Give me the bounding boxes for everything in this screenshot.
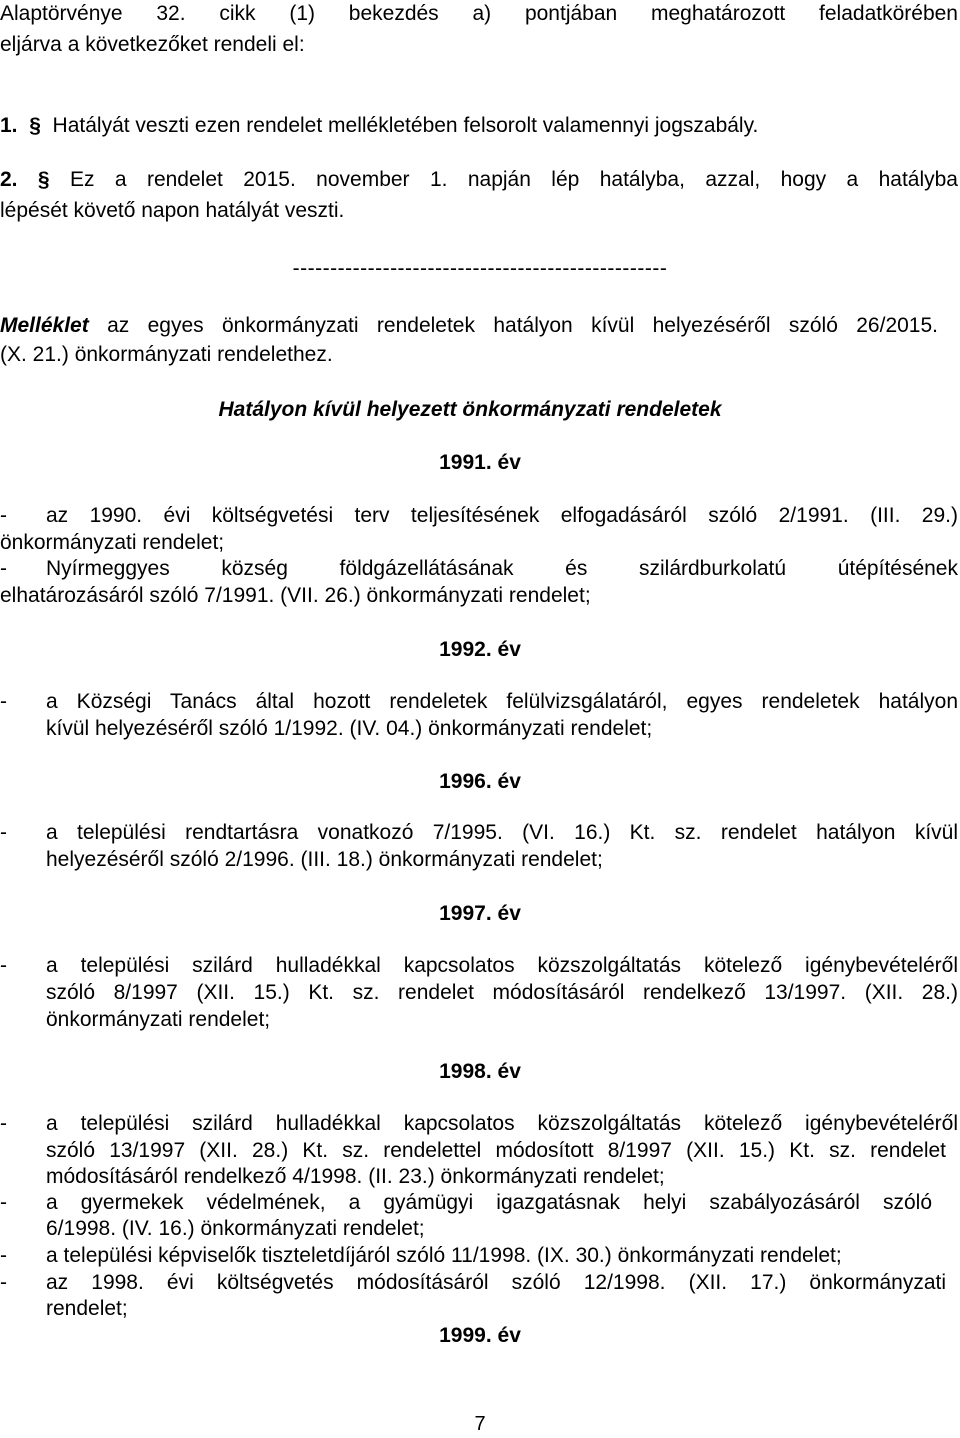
page-number: 7 [474, 1413, 486, 1435]
list-item: - a települési képviselők tiszteletdíjáról szóló 11/1998. (IX. 30.) önkormányzati rendelet; [0, 1244, 842, 1267]
intro-line-1: Alaptörvénye 32. cikk (1) bekezdés a) pontjában meghatározott feladatkörében [0, 2, 958, 25]
bullet-dash: - [0, 821, 7, 844]
list-item: - a települési szilárd hulladékkal kapcsolatos közszolgáltatás kötelező igénybevételéről [0, 954, 958, 977]
list-item: - a Községi Tanács által hozott rendeletek felülvizsgálatáról, egyes rendeletek hatályon [0, 690, 958, 713]
bullet-dash: - [0, 690, 7, 713]
list-item: - a települési rendtartásra vonatkozó 7/1995. (VI. 16.) Kt. sz. rendelet hatályon kívül [0, 821, 958, 844]
list-item-continuation: módosításáról rendelkező 4/1998. (II. 23.) önkormányzati rendelet; [46, 1165, 665, 1188]
annex-label: Melléklet [0, 314, 89, 337]
bullet-dash: - [0, 1112, 7, 1135]
article-number: 1. [0, 114, 18, 137]
intro-line-2: eljárva a következőket rendeli el: [0, 33, 305, 56]
year-heading-1996: 1996. év [439, 770, 521, 793]
bullet-dash: - [0, 557, 7, 580]
year-heading-1991: 1991. év [439, 451, 521, 474]
article-1 [0, 113, 758, 139]
list-item-continuation: szóló 13/1997 (XII. 28.) Kt. sz. rendelettel módosított 8/1997 (XII. 15.) Kt. sz. rendelet [46, 1139, 946, 1162]
year-heading-1997: 1997. év [439, 902, 521, 925]
year-heading-1992: 1992. év [439, 638, 521, 661]
bullet-dash: - [0, 504, 7, 527]
list-item-continuation: rendelet; [46, 1297, 128, 1320]
annex-heading: Hatályon kívül helyezett önkormányzati rendeletek [218, 398, 722, 421]
bullet-dash: - [0, 1271, 7, 1294]
list-item-continuation: szóló 8/1997 (XII. 15.) Kt. sz. rendelet módosításáról rendelkező 13/1997. (XII. 28.) [46, 981, 958, 1004]
list-item-continuation: önkormányzati rendelet; [0, 531, 225, 554]
list-item-continuation: helyezéséről szóló 2/1996. (III. 18.) önkormányzati rendelet; [46, 848, 603, 871]
paragraph-sign: § [37, 168, 50, 191]
list-item: - a települési szilárd hulladékkal kapcsolatos közszolgáltatás kötelező igénybevételéről [0, 1112, 958, 1135]
bullet-dash: - [0, 1244, 7, 1267]
article-text: Hatályát veszti ezen rendelet mellékletében felsorolt valamennyi jogszabály. [52, 114, 759, 137]
annex-text: az egyes önkormányzati rendeletek hatályon kívül helyezéséről szóló 26/2015. [88, 314, 938, 337]
paragraph-sign: § [29, 114, 41, 137]
article-text: Ez a rendelet 2015. november 1. napján lép hatályba, azzal, hogy a hatályba [69, 168, 958, 191]
list-item-continuation: önkormányzati rendelet; [46, 1008, 271, 1031]
list-item: - az 1998. évi költségvetés módosításáról szóló 12/1998. (XII. 17.) önkormányzati [0, 1271, 946, 1294]
list-item-continuation: elhatározásáról szóló 7/1991. (VII. 26.) önkormányzati rendelet; [0, 584, 591, 607]
article-2-line-1 [0, 167, 958, 193]
bullet-dash: - [0, 1191, 7, 1214]
article-2-line-2: lépését követő napon hatályát veszti. [0, 199, 345, 222]
annex-line-1 [0, 313, 938, 339]
year-heading-1998: 1998. év [439, 1060, 521, 1083]
list-item-continuation: 6/1998. (IV. 16.) önkormányzati rendelet; [46, 1217, 425, 1240]
annex-line-2: (X. 21.) önkormányzati rendelethez. [0, 343, 333, 366]
list-item: - az 1990. évi költségvetési terv teljesítésének elfogadásáról szóló 2/1991. (III. 29.) [0, 504, 958, 527]
list-item-continuation: kívül helyezéséről szóló 1/1992. (IV. 04.) önkormányzati rendelet; [46, 717, 653, 740]
article-number: 2. [0, 168, 18, 191]
year-heading-1999: 1999. év [439, 1324, 521, 1347]
list-item: - Nyírmeggyes község földgázellátásának és szilárdburkolatú útépítésének [0, 557, 958, 580]
bullet-dash: - [0, 954, 7, 977]
list-item: - a gyermekek védelmének, a gyámügyi igazgatásnak helyi szabályozásáról szóló [0, 1191, 932, 1214]
separator-line: -------------------------------------------------- [292, 257, 668, 280]
